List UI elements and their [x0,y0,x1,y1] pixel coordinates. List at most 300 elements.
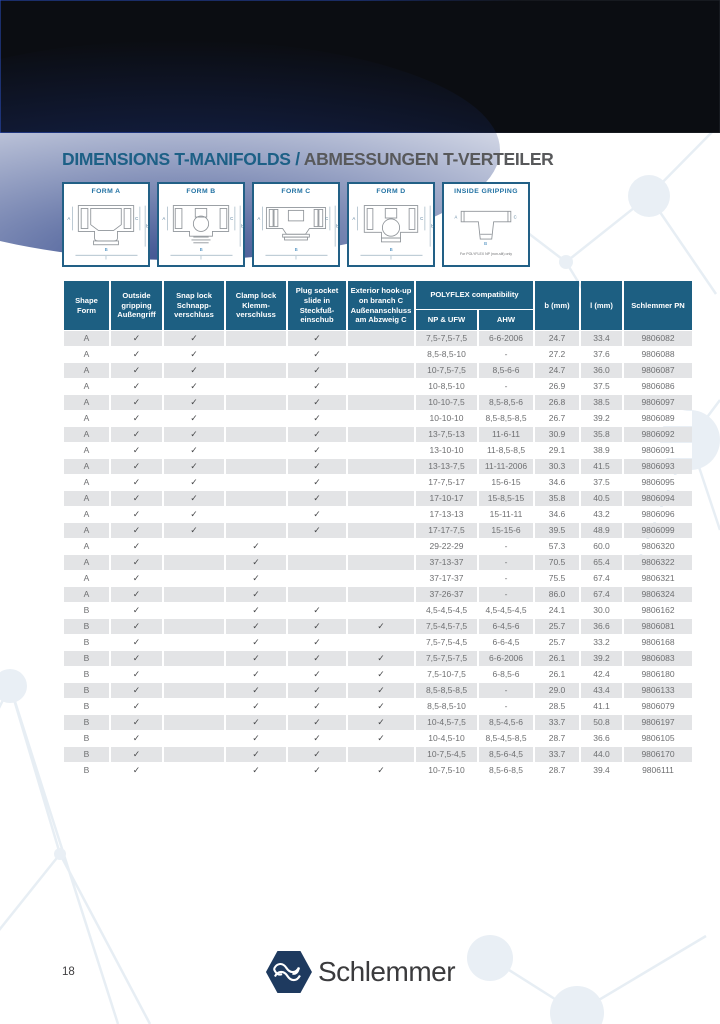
cell-plug [288,555,346,570]
cell-shape: B [64,635,109,650]
cell-b: 34.6 [535,475,579,490]
cell-exterior: ✓ [348,683,414,698]
cell-pn: 9806087 [624,363,692,378]
cell-outside: ✓ [111,763,162,778]
cell-exterior [348,603,414,618]
cell-exterior [348,747,414,762]
cell-ahw: 8,5-4,5-6 [479,715,533,730]
table-row [64,555,692,570]
cell-b: 29.1 [535,443,579,458]
svg-text:C: C [420,215,424,221]
table-row [64,731,692,746]
cell-pn: 9806095 [624,475,692,490]
cell-shape: B [64,747,109,762]
form-diagram-b-drawing [159,196,243,262]
cell-snap: ✓ [164,491,224,506]
cell-clamp: ✓ [226,571,286,586]
cell-ahw: 8,5-6-4,5 [479,747,533,762]
table-row [64,523,692,538]
cell-ahw: 6-8,5-6 [479,667,533,682]
svg-text:B: B [484,241,488,247]
col-header-outside: Outside gripping Außengriff [111,281,162,330]
cell-shape: B [64,667,109,682]
cell-clamp: ✓ [226,763,286,778]
cell-b: 25.7 [535,619,579,634]
cell-b: 86.0 [535,587,579,602]
col-header-polyflex: POLYFLEX compatibility [416,281,533,309]
cell-l: 43.2 [581,507,622,522]
cell-ahw: 11-11-2006 [479,459,533,474]
cell-clamp: ✓ [226,587,286,602]
cell-exterior [348,635,414,650]
cell-np_ufw: 8,5-8,5-10 [416,347,477,362]
cell-outside: ✓ [111,651,162,666]
form-label: INSIDE GRIPPING [454,188,518,195]
cell-snap [164,699,224,714]
cell-b: 29.0 [535,683,579,698]
cell-np_ufw: 37-17-37 [416,571,477,586]
table-body [64,331,692,778]
cell-outside: ✓ [111,539,162,554]
cell-outside: ✓ [111,427,162,442]
cell-np_ufw: 13-10-10 [416,443,477,458]
table-row [64,475,692,490]
cell-pn: 9806083 [624,651,692,666]
cell-clamp [226,331,286,346]
cell-l: 37.6 [581,347,622,362]
cell-l: 48.9 [581,523,622,538]
cell-b: 24.7 [535,363,579,378]
cell-shape: A [64,507,109,522]
cell-outside: ✓ [111,379,162,394]
cell-plug: ✓ [288,507,346,522]
col-header-ahw: AHW [479,310,533,330]
cell-pn: 9806093 [624,459,692,474]
cell-snap [164,587,224,602]
cell-pn: 9806094 [624,491,692,506]
cell-plug: ✓ [288,379,346,394]
cell-b: 26.1 [535,667,579,682]
svg-text:l: l [200,255,202,261]
cell-pn: 9806089 [624,411,692,426]
cell-clamp [226,507,286,522]
cell-plug: ✓ [288,491,346,506]
cell-plug: ✓ [288,427,346,442]
cell-snap: ✓ [164,363,224,378]
cell-ahw: - [479,379,533,394]
cell-snap: ✓ [164,475,224,490]
cell-exterior: ✓ [348,619,414,634]
cell-pn: 9806180 [624,667,692,682]
cell-pn: 9806082 [624,331,692,346]
cell-np_ufw: 10-4,5-7,5 [416,715,477,730]
cell-shape: A [64,363,109,378]
cell-ahw: - [479,571,533,586]
cell-snap: ✓ [164,331,224,346]
cell-plug: ✓ [288,459,346,474]
cell-shape: A [64,347,109,362]
cell-snap [164,747,224,762]
svg-text:l: l [295,255,297,261]
col-header-b: b (mm) [535,281,579,330]
cell-clamp: ✓ [226,715,286,730]
cell-l: 36.6 [581,619,622,634]
svg-text:A: A [257,215,261,221]
cell-pn: 9806320 [624,539,692,554]
cell-l: 41.1 [581,699,622,714]
cell-exterior [348,571,414,586]
cell-exterior [348,539,414,554]
col-header-clamp: Clamp lock Klemm- verschluss [226,281,286,330]
form-diagram-inside-drawing [444,196,528,262]
cell-l: 60.0 [581,539,622,554]
cell-np_ufw: 17-10-17 [416,491,477,506]
cell-exterior: ✓ [348,699,414,714]
cell-l: 33.4 [581,331,622,346]
cell-pn: 9806099 [624,523,692,538]
svg-text:C: C [513,214,517,220]
cell-ahw: 11-6-11 [479,427,533,442]
cell-b: 24.7 [535,331,579,346]
cell-l: 41.5 [581,459,622,474]
table-row [64,587,692,602]
cell-b: 70.5 [535,555,579,570]
cell-ahw: - [479,347,533,362]
col-header-shape: Shape Form [64,281,109,330]
cell-ahw: 15-15-6 [479,523,533,538]
cell-l: 36.0 [581,363,622,378]
cell-exterior: ✓ [348,651,414,666]
cell-plug: ✓ [288,331,346,346]
cell-pn: 9806197 [624,715,692,730]
table-row [64,363,692,378]
cell-np_ufw: 8,5-8,5-8,5 [416,683,477,698]
cell-shape: A [64,379,109,394]
cell-snap: ✓ [164,347,224,362]
cell-l: 42.4 [581,667,622,682]
cell-snap: ✓ [164,523,224,538]
cell-snap [164,571,224,586]
form-diagrams [62,182,530,267]
svg-text:A: A [352,215,356,221]
cell-snap [164,731,224,746]
cell-outside: ✓ [111,491,162,506]
cell-shape: A [64,523,109,538]
svg-text:C: C [325,215,329,221]
cell-pn: 9806321 [624,571,692,586]
form-box-a [62,182,150,267]
cell-np_ufw: 7,5-7,5-7,5 [416,331,477,346]
cell-b: 33.7 [535,747,579,762]
cell-ahw: 4,5-4,5-4,5 [479,603,533,618]
svg-text:B: B [294,246,298,252]
cell-plug: ✓ [288,635,346,650]
cell-outside: ✓ [111,347,162,362]
spec-table-wrap [62,280,694,779]
cell-shape: B [64,731,109,746]
cell-l: 39.2 [581,651,622,666]
cell-pn: 9806081 [624,619,692,634]
cell-plug: ✓ [288,763,346,778]
cell-shape: B [64,763,109,778]
table-row [64,747,692,762]
cell-plug: ✓ [288,667,346,682]
spec-table [62,280,694,779]
table-row [64,427,692,442]
cell-pn: 9806111 [624,763,692,778]
cell-np_ufw: 10-7,5-10 [416,763,477,778]
col-header-pn: Schlemmer PN [624,281,692,330]
cell-b: 30.3 [535,459,579,474]
cell-l: 33.2 [581,635,622,650]
brand-logo-text: Schlemmer [317,956,456,987]
cell-shape: A [64,587,109,602]
cell-np_ufw: 17-13-13 [416,507,477,522]
cell-clamp: ✓ [226,603,286,618]
cell-shape: A [64,571,109,586]
cell-b: 25.7 [535,635,579,650]
cell-snap: ✓ [164,507,224,522]
table-row [64,635,692,650]
cell-exterior [348,395,414,410]
cell-outside: ✓ [111,571,162,586]
cell-ahw: - [479,587,533,602]
cell-outside: ✓ [111,475,162,490]
cell-exterior [348,491,414,506]
page-title [62,149,554,170]
cell-outside: ✓ [111,363,162,378]
cell-exterior [348,523,414,538]
form-diagram-a-drawing [64,196,148,262]
table-row [64,379,692,394]
page-title-de: ABMESSUNGEN T-VERTEILER [303,149,554,169]
svg-text:b: b [431,223,434,229]
cell-exterior [348,411,414,426]
cell-snap [164,555,224,570]
cell-pn: 9806091 [624,443,692,458]
cell-b: 27.2 [535,347,579,362]
cell-np_ufw: 37-13-37 [416,555,477,570]
table-row [64,539,692,554]
cell-shape: B [64,651,109,666]
cell-clamp: ✓ [226,699,286,714]
cell-snap: ✓ [164,443,224,458]
cell-ahw: 6-6-2006 [479,331,533,346]
cell-snap [164,619,224,634]
spec-table-head [64,281,692,330]
page-number: 18 [62,966,75,978]
cell-clamp [226,475,286,490]
cell-shape: A [64,427,109,442]
table-row [64,507,692,522]
cell-plug [288,539,346,554]
cell-pn: 9806079 [624,699,692,714]
cell-b: 34.6 [535,507,579,522]
cell-pn: 9806088 [624,347,692,362]
cell-np_ufw: 7,5-7,5-4,5 [416,635,477,650]
cell-snap: ✓ [164,427,224,442]
table-row [64,411,692,426]
cell-clamp [226,395,286,410]
cell-plug: ✓ [288,619,346,634]
cell-np_ufw: 13-13-7,5 [416,459,477,474]
cell-snap: ✓ [164,379,224,394]
table-row [64,715,692,730]
cell-pn: 9806170 [624,747,692,762]
cell-plug [288,587,346,602]
cell-l: 30.0 [581,603,622,618]
cell-b: 28.7 [535,731,579,746]
cell-clamp [226,427,286,442]
cell-ahw: - [479,539,533,554]
form-box-c [252,182,340,267]
table-row [64,347,692,362]
table-row [64,395,692,410]
cell-ahw: 11-8,5-8,5 [479,443,533,458]
svg-text:A: A [67,215,71,221]
cell-plug: ✓ [288,347,346,362]
header-banner [0,0,720,133]
cell-l: 50.8 [581,715,622,730]
svg-text:b: b [146,223,149,229]
cell-exterior [348,379,414,394]
cell-clamp: ✓ [226,731,286,746]
cell-shape: A [64,539,109,554]
cell-exterior [348,459,414,474]
table-row [64,667,692,682]
table-row [64,619,692,634]
cell-clamp: ✓ [226,635,286,650]
cell-pn: 9806133 [624,683,692,698]
cell-outside: ✓ [111,731,162,746]
cell-l: 35.8 [581,427,622,442]
cell-ahw: - [479,699,533,714]
cell-shape: A [64,443,109,458]
cell-l: 37.5 [581,379,622,394]
form-label: FORM D [376,188,406,195]
cell-outside: ✓ [111,619,162,634]
cell-pn: 9806096 [624,507,692,522]
cell-b: 39.5 [535,523,579,538]
cell-plug: ✓ [288,699,346,714]
cell-shape: A [64,555,109,570]
cell-pn: 9806092 [624,427,692,442]
form-label: FORM C [281,188,311,195]
cell-ahw: 8,5-4,5-8,5 [479,731,533,746]
cell-l: 39.4 [581,763,622,778]
cell-snap [164,603,224,618]
cell-clamp [226,459,286,474]
cell-np_ufw: 10-7,5-7,5 [416,363,477,378]
col-header-plug: Plug socket slide in Steckfuß- einschub [288,281,346,330]
cell-exterior [348,507,414,522]
cell-outside: ✓ [111,443,162,458]
cell-l: 38.5 [581,395,622,410]
brand-logo-hexagon-icon [265,949,313,995]
cell-plug: ✓ [288,715,346,730]
cell-b: 26.7 [535,411,579,426]
brand-logo [265,949,455,995]
cell-shape: A [64,475,109,490]
cell-pn: 9806105 [624,731,692,746]
cell-plug: ✓ [288,731,346,746]
cell-exterior: ✓ [348,667,414,682]
cell-exterior: ✓ [348,763,414,778]
cell-exterior: ✓ [348,715,414,730]
table-row [64,603,692,618]
cell-ahw: - [479,683,533,698]
col-header-snap: Snap lock Schnapp- verschluss [164,281,224,330]
cell-np_ufw: 4,5-4,5-4,5 [416,603,477,618]
cell-shape: B [64,619,109,634]
svg-text:B: B [104,246,108,252]
svg-text:l: l [390,255,392,261]
cell-shape: A [64,491,109,506]
cell-ahw: 8,5-8,5-6 [479,395,533,410]
cell-clamp: ✓ [226,651,286,666]
cell-outside: ✓ [111,635,162,650]
cell-clamp [226,411,286,426]
cell-shape: B [64,683,109,698]
cell-exterior [348,443,414,458]
cell-ahw: 15-11-11 [479,507,533,522]
col-header-exterior: Exterior hook-up on branch C Außenanschluss am Abzweig C [348,281,414,330]
cell-b: 57.3 [535,539,579,554]
cell-clamp [226,443,286,458]
cell-clamp [226,363,286,378]
cell-clamp: ✓ [226,539,286,554]
svg-text:B: B [389,246,393,252]
cell-outside: ✓ [111,395,162,410]
table-row [64,571,692,586]
cell-ahw: 8,5-8,5-8,5 [479,411,533,426]
form-label: FORM B [186,188,216,195]
cell-outside: ✓ [111,683,162,698]
cell-shape: A [64,411,109,426]
cell-np_ufw: 29-22-29 [416,539,477,554]
table-row [64,683,692,698]
cell-clamp [226,523,286,538]
cell-exterior [348,363,414,378]
cell-pn: 9806097 [624,395,692,410]
cell-snap [164,683,224,698]
cell-shape: A [64,459,109,474]
cell-outside: ✓ [111,699,162,714]
cell-b: 26.9 [535,379,579,394]
cell-snap [164,667,224,682]
form-box-d [347,182,435,267]
cell-plug: ✓ [288,363,346,378]
table-row [64,651,692,666]
page-title-en: DIMENSIONS T-MANIFOLDS / [62,149,300,169]
cell-outside: ✓ [111,667,162,682]
table-row [64,763,692,778]
cell-np_ufw: 37-26-37 [416,587,477,602]
cell-l: 36.6 [581,731,622,746]
cell-ahw: 15-6-15 [479,475,533,490]
cell-exterior [348,555,414,570]
cell-ahw: - [479,555,533,570]
cell-l: 65.4 [581,555,622,570]
svg-text:B: B [199,246,203,252]
svg-text:C: C [230,215,234,221]
cell-clamp [226,491,286,506]
cell-ahw: 6-6-2006 [479,651,533,666]
cell-b: 35.8 [535,491,579,506]
cell-l: 40.5 [581,491,622,506]
cell-clamp: ✓ [226,683,286,698]
cell-l: 37.5 [581,475,622,490]
